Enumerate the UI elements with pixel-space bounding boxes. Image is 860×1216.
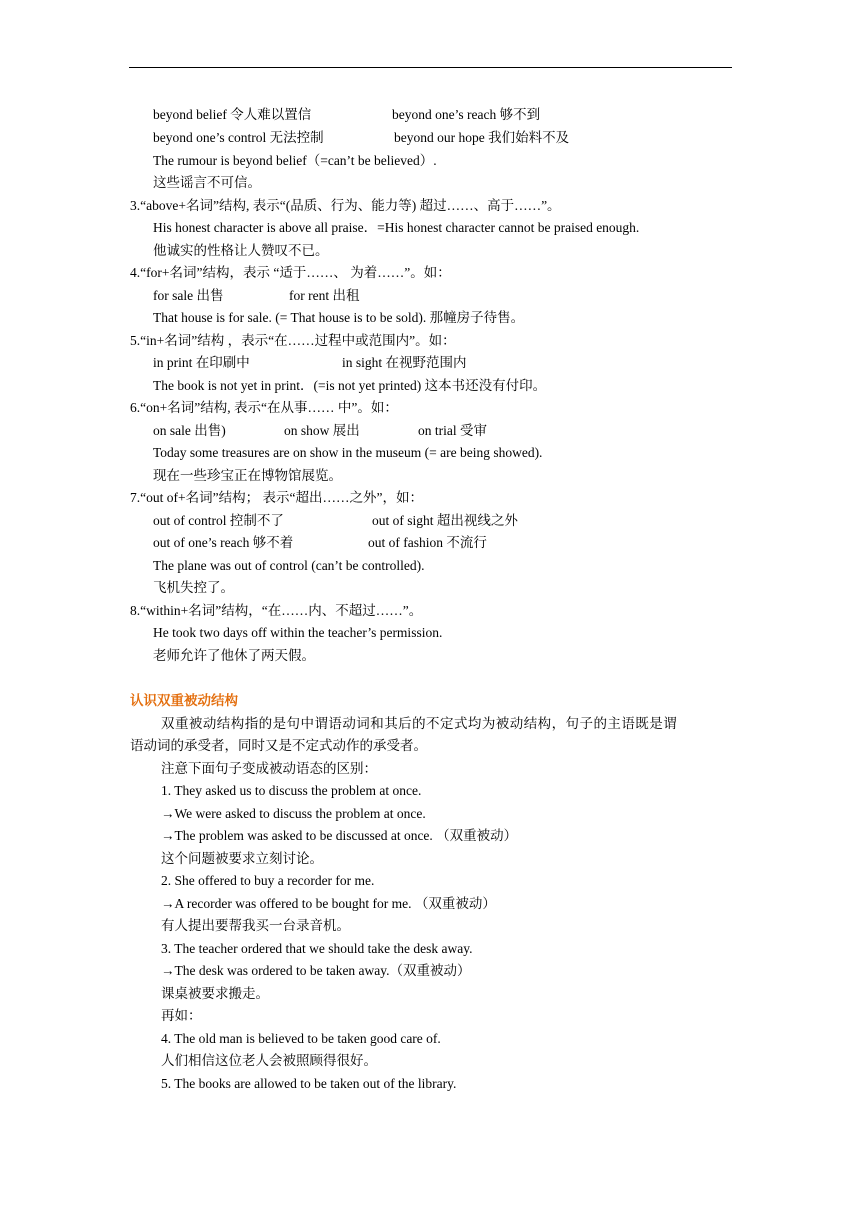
example-translation: 飞机失控了。 [153, 580, 234, 595]
example-sentence: →The desk was ordered to be taken away.（双重被动） [161, 963, 471, 978]
section-4-title: 4.“for+名词”结构，表示 “适于……、 为着……”。如： [130, 265, 451, 280]
section-8-title: 8.“within+名词”结构，“在……内、不超过……”。 [130, 603, 423, 618]
phrase-out-of-control: out of control 控制不了 [153, 513, 284, 528]
phrase-beyond-belief: beyond belief 令人难以置信 [153, 107, 312, 122]
phrase-beyond-control: beyond one’s control 无法控制 [153, 130, 324, 145]
example-sentence: The plane was out of control (can’t be controlled). [153, 558, 425, 573]
section-6-title: 6.“on+名词”结构, 表示“在从事…… 中”。如： [130, 400, 398, 415]
header-rule [129, 67, 732, 68]
example-translation: 人们相信这位老人会被照顾得很好。 [161, 1053, 377, 1068]
example-translation: 有人提出要帮我买一台录音机。 [161, 918, 350, 933]
paragraph-line: 双重被动结构指的是句中谓语动词和其后的不定式均为被动结构，句子的主语既是谓 [161, 716, 678, 731]
phrase-on-show: on show 展出 [284, 423, 360, 438]
example-sentence: The book is not yet in print．(=is not yet printed) 这本书还没有付印。 [153, 378, 547, 393]
example-sentence: 4. The old man is believed to be taken good care of. [161, 1031, 441, 1046]
example-sentence: →We were asked to discuss the problem at once. [161, 806, 426, 821]
phrase-in-print: in print 在印刷中 [153, 355, 250, 370]
example-sentence: →The problem was asked to be discussed at once. （双重被动） [161, 828, 518, 843]
section-7-title: 7.“out of+名词”结构； 表示“超出……之外”，如： [130, 490, 423, 505]
example-sentence: The rumour is beyond belief（=can’t be believed）. [153, 153, 437, 168]
phrase-out-of-reach: out of one’s reach 够不着 [153, 535, 294, 550]
example-sentence: 3. The teacher ordered that we should take the desk away. [161, 941, 473, 956]
example-translation: 这个问题被要求立刻讨论。 [161, 851, 323, 866]
phrase-out-of-fashion: out of fashion 不流行 [368, 535, 487, 550]
phrase-for-rent: for rent 出租 [289, 288, 360, 303]
paragraph-line: 语动词的承受者，同时又是不定式动作的承受者。 [130, 738, 427, 753]
example-translation: 他诚实的性格让人赞叹不已。 [153, 243, 329, 258]
phrase-beyond-hope: beyond our hope 我们始料不及 [394, 130, 570, 145]
example-translation: 这些谣言不可信。 [153, 175, 261, 190]
example-sentence: His honest character is above all praise．=His honest character cannot be praised enough. [153, 220, 640, 235]
phrase-beyond-reach: beyond one’s reach 够不到 [392, 107, 541, 122]
example-sentence: →A recorder was offered to be bought for me. （双重被动） [161, 896, 496, 911]
phrase-on-trial: on trial 受审 [418, 423, 487, 438]
example-sentence: Today some treasures are on show in the museum (= are being showed). [153, 445, 543, 460]
phrase-on-sale: on sale 出售) [153, 423, 226, 438]
section-3-title: 3.“above+名词”结构, 表示“(品质、行为、能力等) 超过……、高于……”。 [130, 198, 561, 213]
example-sentence: He took two days off within the teacher’s permission. [153, 625, 443, 640]
example-sentence: 2. She offered to buy a recorder for me. [161, 873, 375, 888]
phrase-out-of-sight: out of sight 超出视线之外 [372, 513, 518, 528]
example-sentence: 5. The books are allowed to be taken out of the library. [161, 1076, 457, 1091]
note-line: 注意下面句子变成被动语态的区别： [161, 761, 377, 776]
example-translation: 现在一些珍宝正在博物馆展览。 [153, 468, 342, 483]
phrase-in-sight: in sight 在视野范围内 [342, 355, 467, 370]
example-sentence: 1. They asked us to discuss the problem at once. [161, 783, 422, 798]
section-heading-double-passive: 认识双重被动结构 [130, 693, 238, 708]
section-5-title: 5.“in+名词”结构 ，表示“在……过程中或范围内”。如： [130, 333, 456, 348]
example-translation: 老师允许了他休了两天假。 [153, 648, 315, 663]
example-translation: 课桌被要求搬走。 [161, 986, 269, 1001]
note-line: 再如： [161, 1008, 202, 1023]
example-sentence: That house is for sale. (= That house is to be sold). 那幢房子待售。 [153, 310, 525, 325]
phrase-for-sale: for sale 出售 [153, 288, 224, 303]
